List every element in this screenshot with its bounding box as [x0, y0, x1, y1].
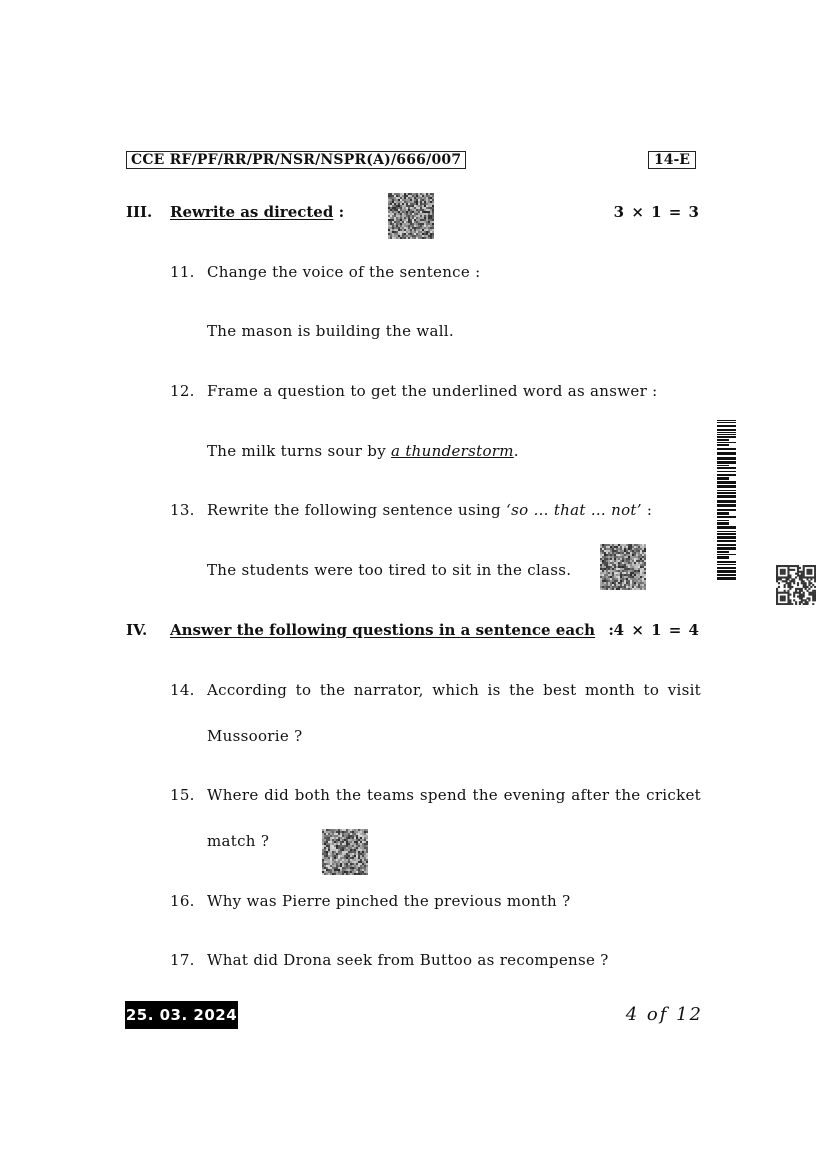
section-3-marks: 3 × 1 = 3: [613, 203, 700, 221]
section-3-title: [170, 203, 344, 221]
section-4-title: [170, 621, 614, 639]
qr-code-icon: [776, 565, 816, 605]
section-4-title-text: Answer the following questions in a sentence each: [170, 621, 596, 639]
question-15-line-1: Where did both the teams spend the evening after the cricket: [207, 786, 701, 804]
qr-code-icon: [322, 829, 368, 875]
date-badge: 25. 03. 2024: [125, 1001, 238, 1029]
question-16-number: 16.: [170, 892, 195, 910]
question-15-number: 15.: [170, 786, 195, 804]
question-11-text: Change the voice of the sentence :: [207, 263, 481, 281]
underlined-answer: a thunderstorm: [391, 442, 514, 460]
question-13-text-pre: Rewrite the following sentence using: [207, 501, 506, 519]
section-4-colon: :: [608, 621, 614, 639]
question-11-number: 11.: [170, 263, 195, 281]
section-4-marks: 4 × 1 = 4: [613, 621, 700, 639]
section-4-number: IV.: [126, 621, 148, 639]
question-13-sentence: The students were too tired to sit in the class.: [207, 561, 572, 579]
question-15-line-2: match ?: [207, 832, 270, 850]
question-13-text-post: :: [641, 501, 653, 519]
question-14-number: 14.: [170, 681, 195, 699]
section-3-colon: :: [338, 203, 345, 221]
qr-code-icon: [600, 544, 646, 590]
question-16-text: Why was Pierre pinched the previous month ?: [207, 892, 571, 910]
question-17-number: 17.: [170, 951, 195, 969]
qr-code-icon: [388, 193, 434, 239]
question-12-sentence-post: .: [513, 442, 519, 460]
question-12-text: Frame a question to get the underlined word as answer :: [207, 382, 658, 400]
question-14-line-1: According to the narrator, which is the best month to visit: [207, 681, 701, 699]
question-14-line-2: Mussoorie ?: [207, 727, 303, 745]
barcode-icon: [717, 420, 736, 580]
question-12-sentence: [207, 442, 519, 460]
paper-code: CCE RF/PF/RR/PR/NSR/NSPR(A)/666/007: [126, 151, 466, 169]
question-11-sentence: The mason is building the wall.: [207, 322, 454, 340]
question-12-sentence-pre: The milk turns sour by: [207, 442, 392, 460]
paper-version: 14-E: [648, 151, 696, 169]
question-13-number: 13.: [170, 501, 195, 519]
question-13-text: [207, 501, 652, 519]
question-12-number: 12.: [170, 382, 195, 400]
section-3-title-text: Rewrite as directed: [170, 203, 334, 221]
question-13-italic: ‘so … that … not’: [506, 501, 642, 519]
page-number: 4 of 12: [625, 1004, 703, 1025]
section-3-number: III.: [126, 203, 153, 221]
question-17-text: What did Drona seek from Buttoo as recompense ?: [207, 951, 609, 969]
